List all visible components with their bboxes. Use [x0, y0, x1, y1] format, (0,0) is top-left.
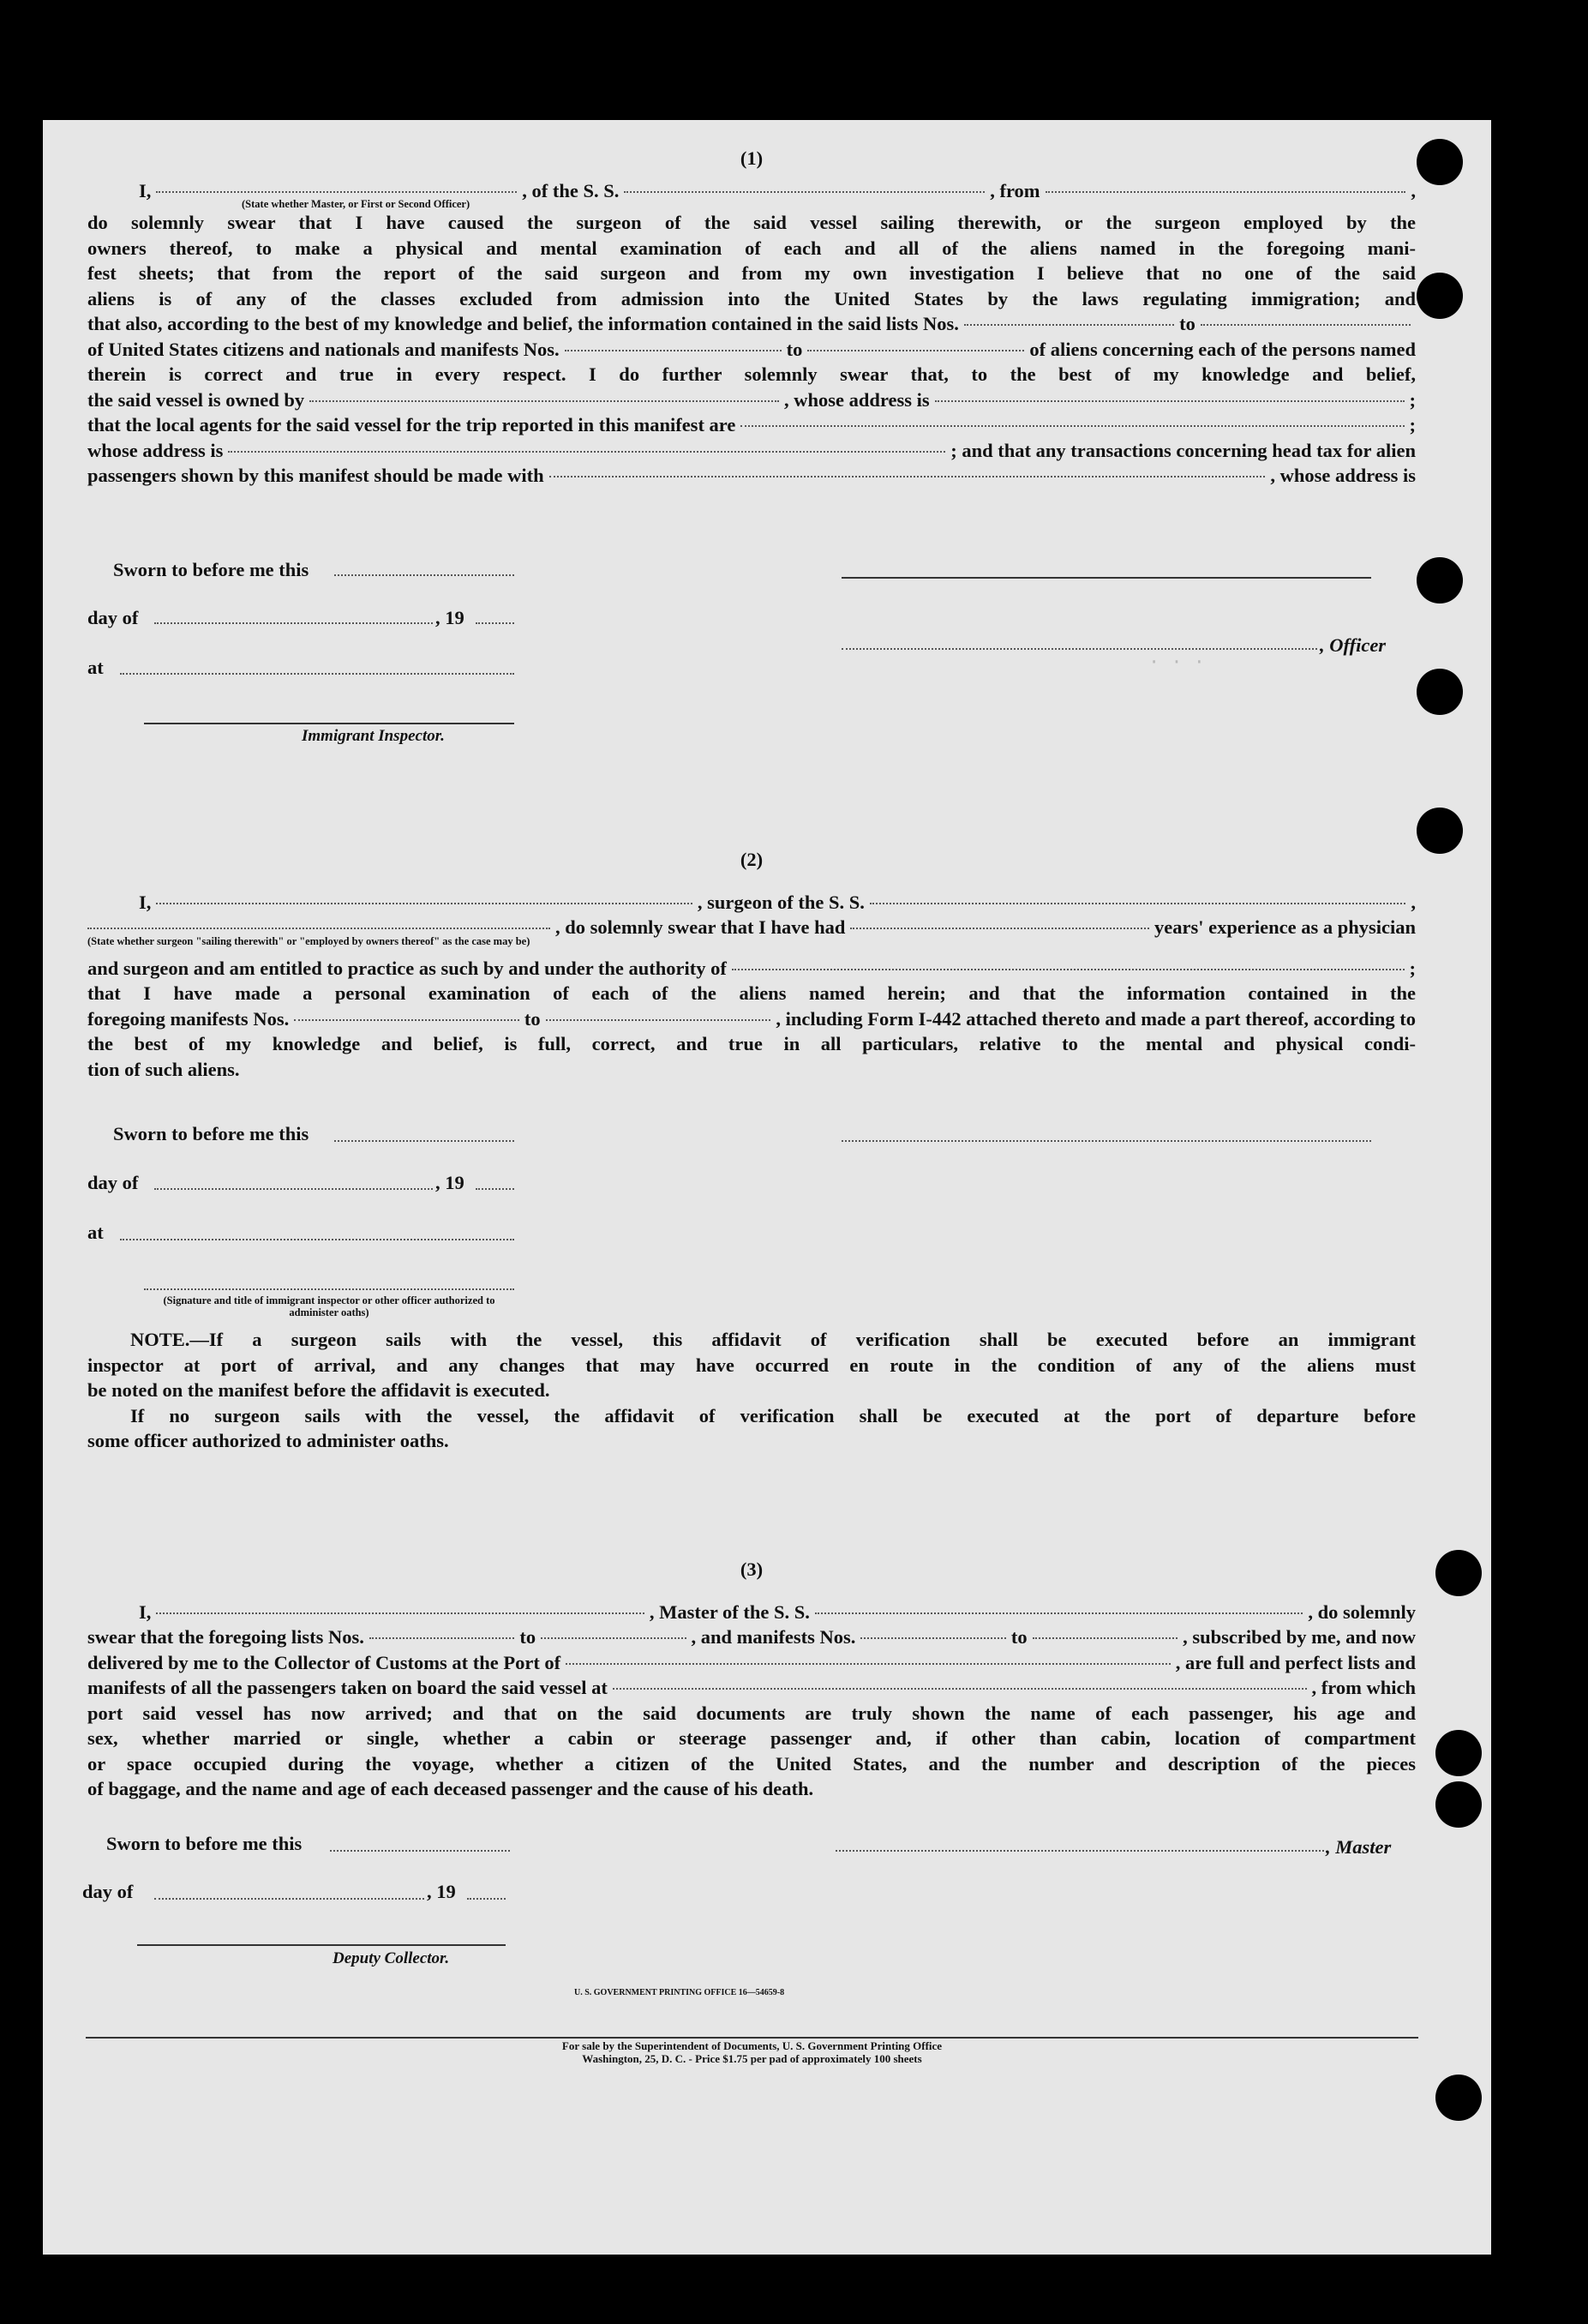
section-3-text-line: port said vessel has now arrived; and that on the said documents are truly shown the name of each passenger, his age and — [87, 1702, 1416, 1724]
section-1 — [87, 146, 1416, 489]
agents-address-field[interactable] — [228, 451, 945, 453]
section-2-text-line: that I have made a personal examination of each of the aliens named herein; and that the information contained in the — [87, 982, 1416, 1004]
section-1-text-line: fest sheets; that from the report of the said surgeon and from my own investigation I believe that no one of the said — [87, 262, 1416, 284]
footer-rule — [86, 2037, 1418, 2039]
agents-field[interactable] — [740, 425, 1404, 427]
section-1-nationals-line: of United States citizens and nationals and manifests Nos. to of aliens concerning each of the persons named — [87, 338, 1416, 360]
lists-to-field[interactable] — [1201, 324, 1411, 326]
form-page — [43, 120, 1491, 2255]
punch-hole — [1435, 1781, 1482, 1828]
note-block — [87, 1327, 1416, 1454]
boarding-port-field[interactable] — [613, 1688, 1307, 1690]
section-1-text-line: owners thereof, to make a physical and mental examination of each and all of the aliens named in the foregoing mani- — [87, 237, 1416, 259]
note-line: NOTE.—If a surgeon sails with the vessel, this affidavit of verification shall be executed before an immigrant — [130, 1329, 1416, 1350]
day-of-label-3: day of — [82, 1881, 134, 1902]
day-of-field-3[interactable] — [154, 1898, 424, 1900]
master-label: , Master — [1326, 1836, 1392, 1858]
section-2-text-line: tion of such aliens. — [87, 1058, 240, 1080]
section-3-line-2: swear that the foregoing lists Nos. to , and manifests Nos. to , subscribed by me, and now — [87, 1626, 1416, 1648]
note-line: be noted on the manifest before the affidavit is executed. — [87, 1379, 550, 1401]
day-of-field-1[interactable] — [154, 622, 433, 624]
owner-field[interactable] — [309, 400, 779, 402]
section-1-lists-line: that also, according to the best of my knowledge and belief, the information contained in the said lists Nos. to — [87, 311, 1416, 337]
section-1-agents-line: that the local agents for the said vessel for the trip reported in this manifest are ; — [87, 414, 1416, 435]
punch-hole — [1417, 808, 1463, 854]
section-2-manifests-line: foregoing manifests Nos. to , including Form I-442 attached thereto and made a part thereof, according to — [87, 1007, 1416, 1030]
section-1-passengers-line: passengers shown by this manifest should be made with , whose address is — [87, 465, 1416, 486]
year-label-2: , 19 — [435, 1172, 464, 1193]
head-tax-contact-field[interactable] — [549, 476, 1266, 477]
inspector-label: Immigrant Inspector. — [302, 727, 445, 745]
surgeon-manifests-from-field[interactable] — [294, 1019, 519, 1021]
signature-caption: (Signature and title of immigrant inspector or other officer authorized to administer oaths) — [163, 1294, 495, 1318]
day-of-field-2[interactable] — [154, 1188, 433, 1190]
section-2-authority-line: and surgeon and am entitled to practice as such by and under the authority of ; — [87, 957, 1416, 979]
punch-hole — [1435, 1730, 1482, 1776]
master-manifests-from-field[interactable] — [860, 1637, 1005, 1639]
master-name-field[interactable] — [156, 1612, 644, 1614]
sworn-date-field-1[interactable] — [334, 574, 514, 576]
surgeon-vessel-field[interactable] — [870, 903, 1405, 904]
punch-hole — [1417, 669, 1463, 715]
surgeon-name-field[interactable] — [156, 903, 692, 904]
sworn-date-field-2[interactable] — [334, 1140, 514, 1142]
master-lists-from-field[interactable] — [369, 1637, 514, 1639]
lists-from-field[interactable] — [964, 324, 1174, 326]
section-3-line-3: delivered by me to the Collector of Customs at the Port of , are full and perfect lists and — [87, 1651, 1416, 1673]
day-of-label-1: day of — [87, 607, 139, 628]
section-2-line-2: , do solemnly swear that I have had years' experience as a physician — [87, 915, 1416, 940]
owner-address-field[interactable] — [935, 400, 1405, 402]
section-2 — [87, 847, 1416, 1082]
at-label-2: at — [87, 1222, 104, 1243]
officer-rank-caption: (State whether Master, or First or Second Officer) — [242, 198, 470, 210]
surgeon-signature-line[interactable] — [842, 1140, 1371, 1142]
sworn-label-3: Sworn to before me this — [106, 1833, 303, 1854]
surgeon-manifests-to-field[interactable] — [546, 1019, 771, 1021]
officer-title-field[interactable] — [842, 648, 1317, 650]
year-field-1[interactable] — [476, 622, 514, 624]
punch-hole — [1417, 273, 1463, 319]
section-3 — [87, 1557, 1416, 1802]
vessel-name-field[interactable] — [624, 191, 985, 193]
at-label-1: at — [87, 657, 104, 678]
footer-line-1: For sale by the Superintendent of Documents, U. S. Government Printing Office — [561, 2039, 943, 2052]
authority-field[interactable] — [732, 969, 1405, 970]
section-1-heading: (1) — [740, 147, 764, 169]
inspector-signature-line[interactable] — [144, 723, 514, 724]
punch-hole — [1417, 557, 1463, 604]
section-2-heading: (2) — [740, 849, 764, 870]
bleed-through-text: · · · — [1148, 652, 1206, 673]
printer-imprint: U. S. GOVERNMENT PRINTING OFFICE 16—54659-8 — [574, 1988, 785, 1997]
section-3-heading: (3) — [740, 1558, 764, 1580]
master-lists-to-field[interactable] — [541, 1637, 686, 1639]
section-3-text-line: of baggage, and the name and age of each deceased passenger and the cause of his death. — [87, 1778, 814, 1799]
officer-label: , Officer — [1320, 634, 1387, 656]
footer-line-2: Washington, 25, D. C. - Price $1.75 per pad of approximately 100 sheets — [582, 2052, 922, 2065]
surgeon-status-caption: (State whether surgeon "sailing therewith" or "employed by owners thereof" as the case may be) — [87, 934, 530, 947]
inspector-signature-line-2[interactable] — [144, 1288, 514, 1290]
section-1-text-line: do solemnly swear that I have caused the surgeon of the said vessel sailing therewith, or the surgeon employed by the — [87, 212, 1416, 233]
master-manifests-to-field[interactable] — [1033, 1637, 1178, 1639]
from-port-field[interactable] — [1046, 191, 1406, 193]
punch-hole — [1435, 2075, 1482, 2121]
note-line: If no surgeon sails with the vessel, the affidavit of verification shall be executed at the port of departure before — [130, 1404, 1416, 1426]
section-1-line-1: I, , of the S. S. , from , — [139, 179, 1417, 201]
year-field-2[interactable] — [476, 1188, 514, 1190]
section-3-line-4: manifests of all the passengers taken on board the said vessel at , from which — [87, 1677, 1416, 1698]
year-label-1: , 19 — [435, 607, 464, 628]
note-line: some officer authorized to administer oaths. — [87, 1430, 449, 1451]
day-of-label-2: day of — [87, 1172, 139, 1193]
punch-hole — [1417, 139, 1463, 185]
year-field-3[interactable] — [467, 1898, 506, 1900]
manifests-from-field[interactable] — [565, 350, 782, 351]
section-1-owned-line: the said vessel is owned by , whose address is ; — [87, 388, 1417, 411]
manifests-to-field[interactable] — [807, 350, 1024, 351]
sworn-label-2: Sworn to before me this — [113, 1123, 309, 1144]
section-2-text-line: the best of my knowledge and belief, is full, correct, and true in all particulars, relative to the mental and physical condi- — [87, 1033, 1416, 1054]
punch-hole — [1435, 1550, 1482, 1596]
at-field-2[interactable] — [120, 1239, 514, 1240]
section-3-line-1: I, , Master of the S. S. , do solemnly — [139, 1600, 1417, 1623]
master-signature-line[interactable] — [836, 1850, 1324, 1852]
section-1-address-line: whose address is ; and that any transactions concerning head tax for alien — [87, 439, 1416, 461]
officer-rank-field[interactable] — [156, 191, 517, 193]
collector-label: Deputy Collector. — [333, 1949, 450, 1967]
officer-signature-line[interactable] — [842, 577, 1371, 579]
section-2-line-1: I, , surgeon of the S. S. , — [139, 891, 1417, 913]
section-3-text-line: or space occupied during the voyage, whether a citizen of the United States, and the number and description of the pieces — [87, 1752, 1416, 1775]
year-label-3: , 19 — [427, 1881, 456, 1902]
section-1-text-line: therein is correct and true in every respect. I do further solemnly swear that, to the best of my knowledge and belief, — [87, 363, 1416, 385]
surgeon-status-field[interactable] — [87, 928, 550, 929]
sworn-label-1: Sworn to before me this — [113, 559, 309, 580]
years-experience-field[interactable] — [850, 928, 1149, 929]
section-3-text-line: sex, whether married or single, whether a cabin or steerage passenger and, if other than cabin, location of compartment — [87, 1727, 1416, 1749]
at-field-1[interactable] — [120, 673, 514, 675]
master-vessel-field[interactable] — [815, 1612, 1303, 1614]
section-1-text-line: aliens is of any of the classes excluded from admission into the United States by the laws regulating immigration; and — [87, 287, 1416, 309]
port-field[interactable] — [566, 1663, 1171, 1665]
note-line: inspector at port of arrival, and any changes that may have occurred en route in the condition of any of the aliens must — [87, 1354, 1416, 1376]
collector-signature-line[interactable] — [137, 1944, 506, 1946]
sworn-date-field-3[interactable] — [330, 1850, 510, 1852]
